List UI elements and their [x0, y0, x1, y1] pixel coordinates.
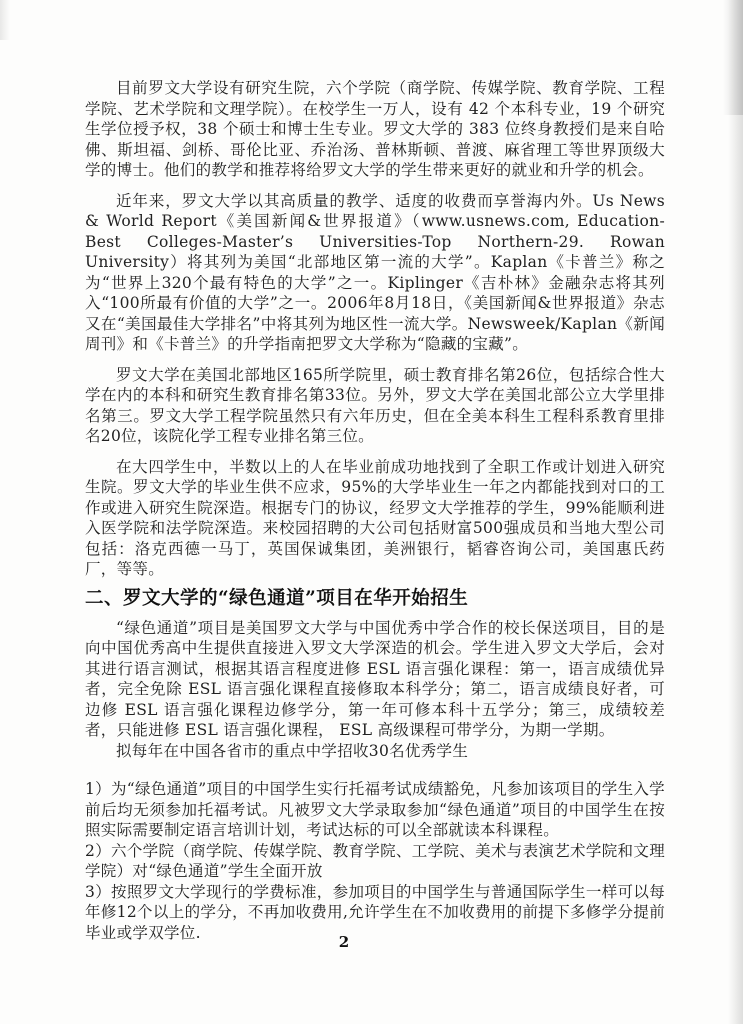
- scan-smudge: [0, 0, 10, 40]
- document-text-block: [85, 78, 665, 943]
- paragraph-graduate-employment: 在大四学生中，半数以上的人在毕业前成功地找到了全职工作或计划进入研究生院。罗文大学的毕业生供不应求，95%的大学毕业生一年之内都能找到对口的工作或进入研究生院深造。根据专门的协议，经罗文大学推荐的学生，99%能顺利进入医学院和法学院深造。来校园招聘的大公司包括财富500强成员和当地大型公司包括：洛克西德一马丁，英国保诚集团，美洲银行，韬睿咨询公司，美国惠氏药厂，等等。: [85, 457, 665, 578]
- paragraph-green-channel-intro: “绿色通道”项目是美国罗文大学与中国优秀中学合作的校长保送项目，目的是向中国优秀高中生提供直接进入罗文大学深造的机会。学生进入罗文大学后，会对其进行语言测试，根据其语言程度进修 ESL 语言强化课程：第一，语言成绩优异者，完全免除 ESL 语言强化课程直接修取本科学分；第二，语言成绩良好者，可边修 ESL 语言强化课程边修学分，第一年可修本科十五学分；第三，成绩较差者，只能进修 ESL 语言强化课程， ESL 高级课程可带学分，为期一学期。: [85, 618, 665, 739]
- list-item-colleges-open: 2）六个学院（商学院、传媒学院、教育学院、工学院、美术与表演艺术学院和文理学院）对“绿色通道”学生全面开放: [85, 841, 665, 880]
- paragraph-rankings-media: 近年来，罗文大学以其高质量的教学、适度的收费而享誉海内外。Us News & World Report《美国新闻&世界报道》（www.usnews.com, Education-Best Colleges-Master’s Universities-Top Northern-29. Rowan University）将其列为美国“北部地区第一流的大学”。Kaplan《卡普兰》称之为“世界上320个最有特色的大学”之一。Kiplinger《吉朴林》金融杂志将其列入“100所最有价值的大学”之一。2006年8月18日，《美国新闻&世界报道》杂志又在“美国最佳大学排名”中将其列为地区性一流大学。Newsweek/Kaplan《新闻周刊》和《卡普兰》的升学指南把罗文大学称为“隐藏的宝藏”。: [85, 191, 665, 353]
- scan-corner-shadow: [723, 0, 743, 115]
- section-heading-green-channel: 二、罗文大学的“绿色通道”项目在华开始招生: [85, 587, 469, 609]
- recruit-plan-line: 拟每年在中国各省市的重点中学招收30名优秀学生: [116, 741, 469, 760]
- scan-edge-artifact: [728, 0, 743, 1024]
- list-item-tuition-credits: 3）按照罗文大学现行的学费标准，参加项目的中国学生与普通国际学生一样可以每年修12个以上的学分，不再加收费用,允许学生在不加收费用的前提下多修学分提前毕业或学双学位.: [85, 882, 665, 942]
- numbered-list: [85, 779, 665, 943]
- list-item-toefl-exemption: 1）为“绿色通道”项目的中国学生实行托福考试成绩豁免，凡参加该项目的学生入学前后均无须参加托福考试。凡被罗文大学录取参加“绿色通道”项目的中国学生在按照实际需要制定语言培训计划，考试达标的可以全部就读本科课程。: [85, 780, 665, 839]
- page-number: 2: [338, 933, 350, 951]
- paragraph-regional-rankings: 罗文大学在美国北部地区165所学院里，硕士教育排名第26位，包括综合性大学在内的本科和研究生教育排名第33位。另外，罗文大学在美国北部公立大学里排名第三。罗文大学工程学院虽然只有六年历史，但在全美本科生工程科系教育里排名20位，该院化学工程专业排名第三位。: [85, 365, 665, 445]
- paragraph-university-overview: 目前罗文大学设有研究生院，六个学院（商学院、传媒学院、教育学院、工程学院、艺术学院和文理学院）。在校学生一万人，设有 42 个本科专业，19 个研究生学位授予权，38 个硕士和博士生专业。罗文大学的 383 位终身教授们是来自哈佛、斯坦福、剑桥、哥伦比亚、乔治汤、普林斯顿、普渡、麻省理工等世界顶级大学的博士。他们的教学和推荐将给罗文大学的学生带来更好的就业和升学的机会。: [85, 79, 665, 179]
